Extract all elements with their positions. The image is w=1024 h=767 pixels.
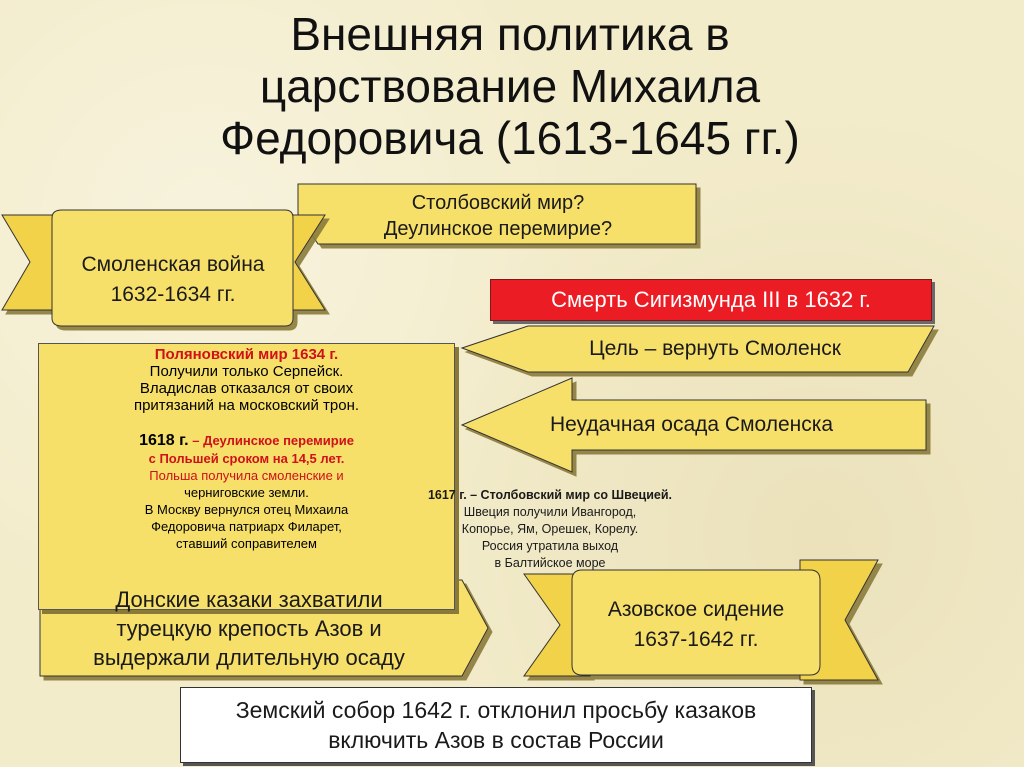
cossacks-label (44, 585, 454, 672)
cossacks-line-1: Донские казаки захватили (115, 587, 383, 612)
question-box (318, 190, 678, 242)
polyanovka-line-2: Владислав отказался от своих (139, 380, 354, 397)
sigismund-death-text: Смерть Сигизмунда III в 1632 г. (551, 287, 871, 312)
polyanovka-line-1: Получили только Серпейск. (149, 363, 344, 380)
smolensk-war-label (55, 250, 291, 310)
deulino-heading: – Деулинское перемирие (188, 433, 354, 448)
azov-siege-line-2: 1637-1642 гг. (633, 628, 759, 651)
azov-siege-line-1: Азовское сидение (607, 598, 785, 621)
stolbovo-line-3: Россия утратила выход (481, 539, 619, 553)
goal-label: Цель – вернуть Смоленск (589, 337, 841, 360)
polyanovka-line-3: притязаний на московский трон. (133, 397, 360, 414)
stolbovo-line-2: Копорье, Ям, Орешек, Корелу. (461, 522, 639, 536)
deulino-line-6: Федоровича патриарх Филарет, (151, 519, 342, 534)
deulino-year: 1618 г. (139, 432, 189, 449)
cossacks-line-3: выдержали длительную осаду (93, 645, 405, 670)
stolbovo-line-4: в Балтийское море (494, 556, 606, 570)
treaties-details-box (38, 343, 455, 610)
azov-siege-label (578, 595, 814, 655)
deulino-heading-row (39, 432, 454, 450)
sigismund-death-box (490, 279, 932, 321)
title-line-1: Внешняя политика в (290, 8, 730, 60)
question-line-1: Столбовский мир? (411, 192, 585, 214)
stolbovo-line-1: Швеция получили Ивангород, (463, 505, 637, 519)
siege-label (550, 411, 924, 439)
polyanovka-heading: Поляновский мир 1634 г. (154, 346, 339, 363)
zemsky-line-1: Земский собор 1642 г. отклонил просьбу казаков (235, 697, 757, 723)
zemsky-line-2: включить Азов в состав России (328, 727, 664, 753)
question-line-2: Деулинское перемирие? (383, 218, 613, 240)
stolbovo-heading: 1617 г. – Столбовский мир со Швецией. (427, 488, 673, 502)
deulino-line-7: ставший соправителем (176, 536, 317, 551)
deulino-line-4: черниговские земли. (184, 485, 309, 500)
smolensk-war-line-2: 1632-1634 гг. (110, 283, 236, 306)
deulino-line-5: В Москву вернулся отец Михаила (144, 502, 349, 517)
title-line-3: Федоровича (1613-1645 гг.) (220, 112, 800, 164)
cossacks-line-2: турецкую крепость Азов и (116, 616, 382, 641)
stolbovo-text-block (395, 487, 705, 572)
zemsky-sobor-box (180, 687, 812, 763)
title-line-2: царствование Михаила (259, 60, 761, 112)
deulino-line-2: с Польшей сроком на 14,5 лет. (148, 451, 345, 466)
deulino-line-3: Польша получила смоленские и (149, 468, 344, 483)
smolensk-war-line-1: Смоленская война (81, 253, 265, 276)
siege-text: Неудачная осада Смоленска (550, 413, 834, 436)
